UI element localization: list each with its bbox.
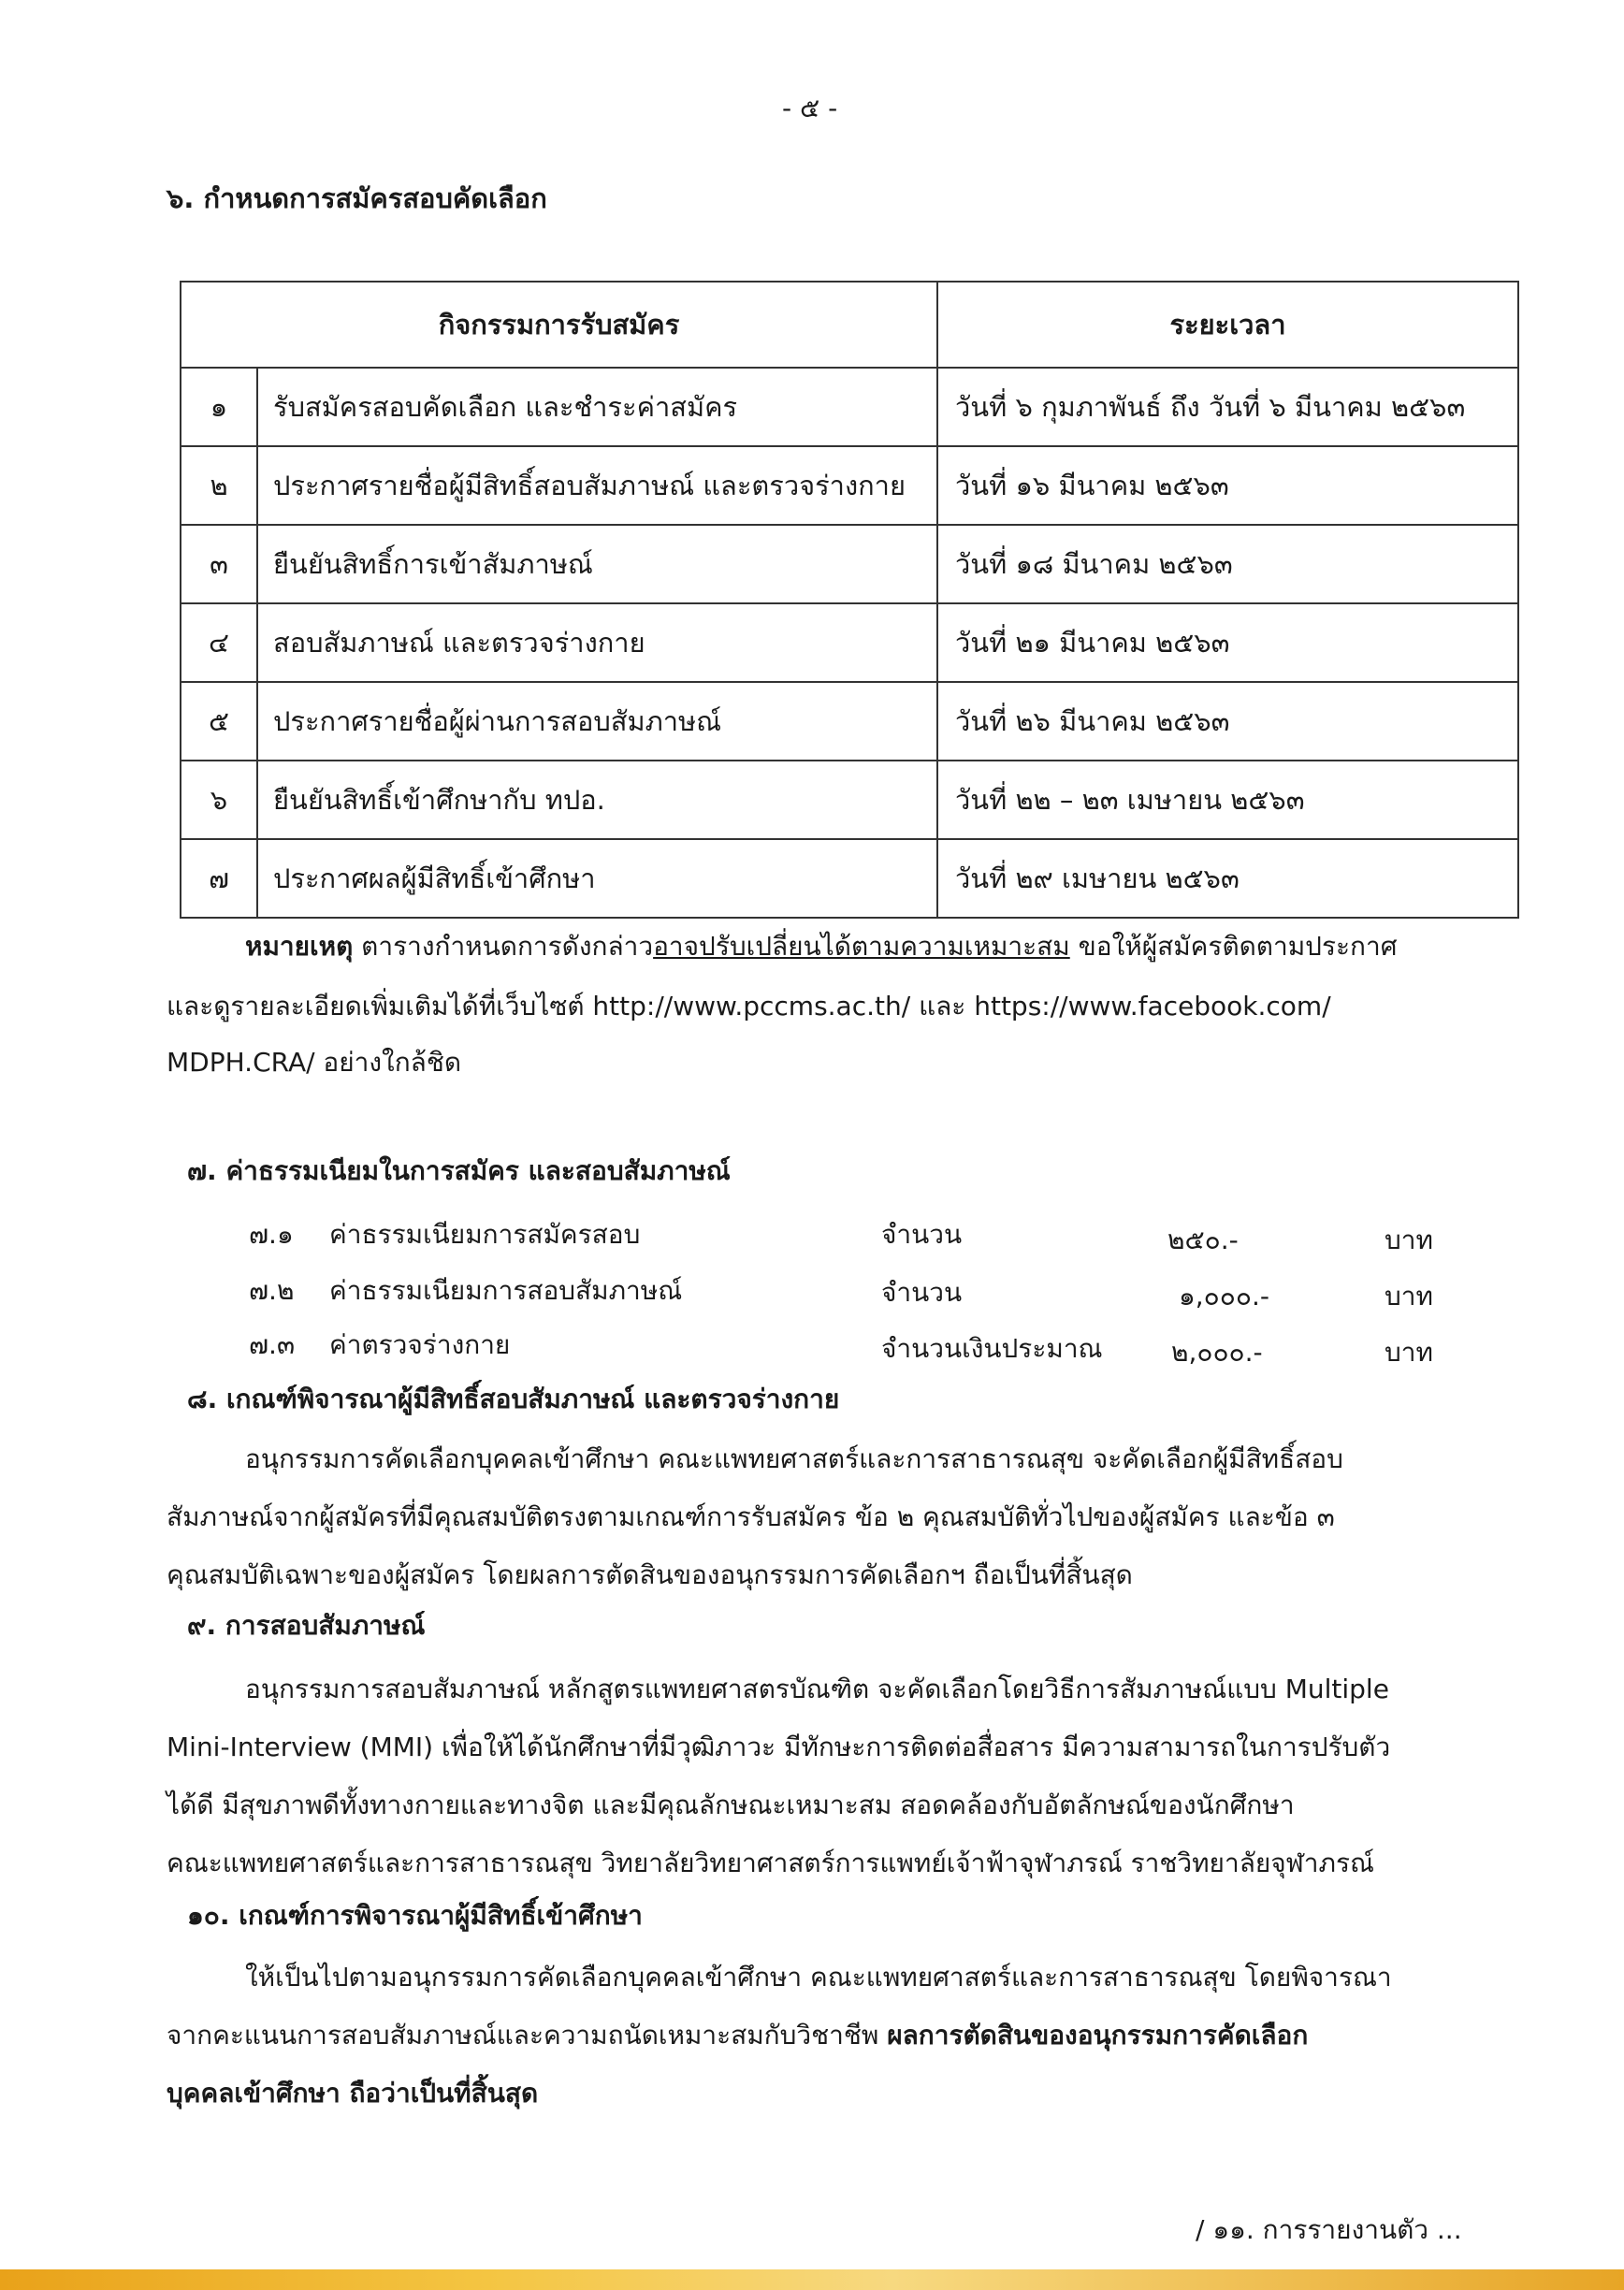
fee-item-label: ค่าตรวจร่างกาย [329, 1329, 511, 1360]
row-number: ๓ [181, 525, 257, 603]
page-number: - ๕ - [782, 93, 838, 123]
row-number: ๗ [181, 839, 257, 918]
row-period: วันที่ ๒๒ – ๒๓ เมษายน ๒๕๖๓ [937, 761, 1518, 839]
table-row [181, 839, 1518, 918]
section-8-line: สัมภาษณ์จากผู้สมัครที่มีคุณสมบัติตรงตามเกณฑ์การรับสมัคร ข้อ ๒ คุณสมบัติทั่วไปของผู้สมัคร และข้อ ๓ [167, 1501, 1335, 1532]
section-9-line: อนุกรรมการสอบสัมภาษณ์ หลักสูตรแพทยศาสตรบัณฑิต จะคัดเลือกโดยวิธีการสัมภาษณ์แบบ Multiple [245, 1674, 1389, 1704]
section-7-heading: ๗. ค่าธรรมเนียมในการสมัคร และสอบสัมภาษณ์ [187, 1155, 731, 1186]
section-9-line: Mini-Interview (MMI) เพื่อให้ได้นักศึกษาที่มีวุฒิภาวะ มีทักษะการติดต่อสื่อสาร มีความสามารถในการปรับตัว [167, 1732, 1391, 1762]
row-activity: ยืนยันสิทธิ์การเข้าสัมภาษณ์ [257, 525, 937, 603]
section-9-line: ได้ดี มีสุขภาพดีทั้งทางกายและทางจิต และมีคุณลักษณะเหมาะสม สอดคล้องกับอัตลักษณ์ของนักศึกษา [167, 1790, 1295, 1820]
row-number: ๔ [181, 603, 257, 682]
table-row [181, 603, 1518, 682]
fee-item-amount: ๒๕๐.- [1167, 1225, 1239, 1255]
table-header-row [181, 282, 1518, 368]
fee-item-unit: บาท [1385, 1337, 1433, 1368]
fee-item-label: ค่าธรรมเนียมการสอบสัมภาษณ์ [329, 1275, 683, 1306]
section-10-line [167, 2017, 1308, 2054]
fee-item-qty: จำนวน [881, 1219, 963, 1250]
section-10-bold-text: ผลการตัดสินของอนุกรรมการคัดเลือก [887, 2020, 1309, 2051]
bottom-color-strip [0, 2269, 1624, 2290]
row-period: วันที่ ๑๖ มีนาคม ๒๕๖๓ [937, 446, 1518, 525]
note-line-2: และดูรายละเอียดเพิ่มเติมได้ที่เว็บไซต์ http://www.pccms.ac.th/ และ https://www.facebook.com/ [167, 991, 1331, 1022]
note-text: ตารางกำหนดการดังกล่าว [353, 931, 654, 962]
note-line-3: MDPH.CRA/ อย่างใกล้ชิด [167, 1047, 462, 1078]
section-8-line: คุณสมบัติเฉพาะของผู้สมัคร โดยผลการตัดสินของอนุกรรมการคัดเลือกฯ ถือเป็นที่สิ้นสุด [167, 1559, 1133, 1590]
row-period: วันที่ ๖ กุมภาพันธ์ ถึง วันที่ ๖ มีนาคม ๒๕๖๓ [937, 368, 1518, 446]
table-row [181, 761, 1518, 839]
section-10-text: จากคะแนนการสอบสัมภาษณ์และความถนัดเหมาะสมกับวิชาชีพ [167, 2020, 888, 2051]
row-activity: สอบสัมภาษณ์ และตรวจร่างกาย [257, 603, 937, 682]
row-period: วันที่ ๒๙ เมษายน ๒๕๖๓ [937, 839, 1518, 918]
row-period: วันที่ ๒๑ มีนาคม ๒๕๖๓ [937, 603, 1518, 682]
table-row [181, 368, 1518, 446]
fee-item-unit: บาท [1385, 1281, 1433, 1312]
fee-item-code: ๗.๓ [249, 1329, 296, 1360]
section-10-line: ให้เป็นไปตามอนุกรรมการคัดเลือกบุคคลเข้าศึกษา คณะแพทยศาสตร์และการสาธารณสุข โดยพิจารณา [245, 1962, 1392, 1993]
section-9-line: คณะแพทยศาสตร์และการสาธารณสุข วิทยาลัยวิทยาศาสตร์การแพทย์เจ้าฟ้าจุฬาภรณ์ ราชวิทยาลัยจุฬาภรณ์ [167, 1848, 1374, 1878]
section-10-line: บุคคลเข้าศึกษา ถือว่าเป็นที่สิ้นสุด [167, 2078, 539, 2109]
fee-item-qty: จำนวน [881, 1277, 963, 1308]
fee-item-amount: ๑,๐๐๐.- [1179, 1281, 1269, 1312]
fee-item-code: ๗.๒ [249, 1275, 295, 1306]
table-row [181, 682, 1518, 761]
section-8-line: อนุกรรมการคัดเลือกบุคคลเข้าศึกษา คณะแพทยศาสตร์และการสาธารณสุข จะคัดเลือกผู้มีสิทธิ์สอบ [245, 1443, 1343, 1474]
row-activity: ประกาศรายชื่อผู้ผ่านการสอบสัมภาษณ์ [257, 682, 937, 761]
fee-item-unit: บาท [1385, 1225, 1433, 1255]
section-10-heading: ๑๐. เกณฑ์การพิจารณาผู้มีสิทธิ์เข้าศึกษา [187, 1900, 643, 1931]
header-period: ระยะเวลา [937, 282, 1518, 368]
schedule-table [180, 281, 1519, 919]
table-row [181, 525, 1518, 603]
continuation-note: / ๑๑. การรายงานตัว ... [1196, 2214, 1462, 2245]
fee-item-label: ค่าธรรมเนียมการสมัครสอบ [329, 1219, 641, 1250]
row-number: ๕ [181, 682, 257, 761]
note-underlined-text: อาจปรับเปลี่ยนได้ตามความเหมาะสม [653, 931, 1070, 962]
row-number: ๒ [181, 446, 257, 525]
note-text-2: ขอให้ผู้สมัครติดตามประกาศ [1069, 931, 1398, 962]
fee-item-amount: ๒,๐๐๐.- [1171, 1337, 1263, 1368]
row-activity: ประกาศรายชื่อผู้มีสิทธิ์สอบสัมภาษณ์ และตรวจร่างกาย [257, 446, 937, 525]
header-activity: กิจกรรมการรับสมัคร [181, 282, 937, 368]
row-number: ๖ [181, 761, 257, 839]
row-period: วันที่ ๑๘ มีนาคม ๒๕๖๓ [937, 525, 1518, 603]
row-number: ๑ [181, 368, 257, 446]
note-label: หมายเหตุ [245, 931, 354, 962]
row-period: วันที่ ๒๖ มีนาคม ๒๕๖๓ [937, 682, 1518, 761]
note-line-1 [245, 928, 1397, 965]
row-activity: ประกาศผลผู้มีสิทธิ์เข้าศึกษา [257, 839, 937, 918]
table-row [181, 446, 1518, 525]
section-6-heading: ๖. กำหนดการสมัครสอบคัดเลือก [167, 182, 547, 214]
section-8-heading: ๘. เกณฑ์พิจารณาผู้มีสิทธิ์สอบสัมภาษณ์ และตรวจร่างกาย [187, 1384, 840, 1414]
fee-item-code: ๗.๑ [249, 1219, 294, 1250]
row-activity: ยืนยันสิทธิ์เข้าศึกษากับ ทปอ. [257, 761, 937, 839]
section-9-heading: ๙. การสอบสัมภาษณ์ [187, 1610, 426, 1641]
row-activity: รับสมัครสอบคัดเลือก และชำระค่าสมัคร [257, 368, 937, 446]
fee-item-qty: จำนวนเงินประมาณ [881, 1333, 1103, 1364]
